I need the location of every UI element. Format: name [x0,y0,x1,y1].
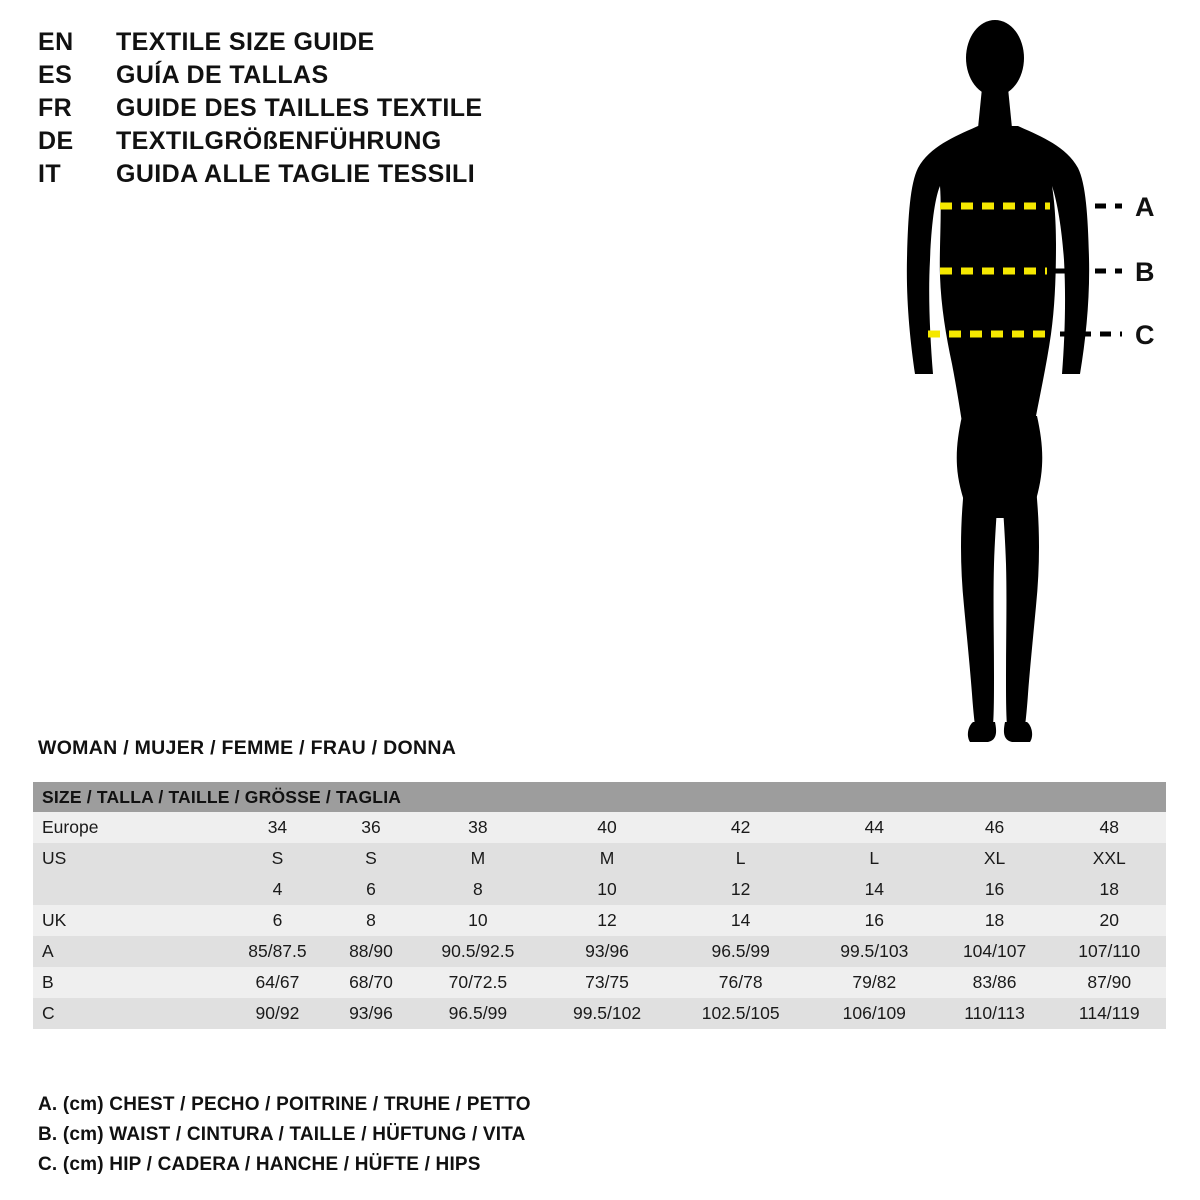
table-cell: 18 [937,905,1053,936]
table-cell: M [411,843,545,874]
table-cell: 106/109 [812,998,937,1029]
table-cell: 16 [937,874,1053,905]
table-cell: 12 [545,905,670,936]
table-cell: 79/82 [812,967,937,998]
table-cell: L [669,843,812,874]
table-cell: 96.5/99 [669,936,812,967]
female-silhouette-icon [907,20,1089,742]
marker-label-b: B [1135,257,1155,287]
table-cell: 38 [411,812,545,843]
table-cell: 73/75 [545,967,670,998]
marker-label-a: A [1135,192,1155,222]
table-cell: 46 [937,812,1053,843]
table-row [33,905,1166,936]
table-cell: 102.5/105 [669,998,812,1029]
table-cell: 90/92 [224,998,331,1029]
title-text: TEXTILGRÖßENFÜHRUNG [116,127,442,155]
section-heading: WOMAN / MUJER / FEMME / FRAU / DONNA [38,737,457,759]
table-cell: 110/113 [937,998,1053,1029]
table-header-row [33,782,1166,812]
title-text: TEXTILE SIZE GUIDE [116,28,375,56]
legend-row-c: C. (cm) HIP / CADERA / HANCHE / HÜFTE / HIPS [38,1154,481,1175]
table-cell: 44 [812,812,937,843]
table-row [33,812,1166,843]
table-cell: 90.5/92.5 [411,936,545,967]
table-cell: 10 [411,905,545,936]
table-cell: 87/90 [1052,967,1166,998]
title-language-code: DE [38,127,74,155]
table-cell: 34 [224,812,331,843]
table-cell: S [331,843,411,874]
table-cell: 107/110 [1052,936,1166,967]
row-label: US [33,843,224,874]
table-cell: 36 [331,812,411,843]
table-row [33,874,1166,905]
title-block [38,28,658,193]
row-label [33,874,224,905]
table-cell: 99.5/102 [545,998,670,1029]
title-text: GUIDA ALLE TAGLIE TESSILI [116,160,476,188]
table-cell: 68/70 [331,967,411,998]
table-cell: 114/119 [1052,998,1166,1029]
title-row [38,28,658,61]
table-cell: 6 [331,874,411,905]
table-cell: 83/86 [937,967,1053,998]
table-cell: 8 [331,905,411,936]
table-header-label: SIZE / TALLA / TAILLE / GRÖSSE / TAGLIA [33,782,1166,812]
table-cell: 85/87.5 [224,936,331,967]
row-label: UK [33,905,224,936]
table-row [33,967,1166,998]
table-cell: 14 [669,905,812,936]
table-cell: 20 [1052,905,1166,936]
legend-row-b: B. (cm) WAIST / CINTURA / TAILLE / HÜFTUNG / VITA [38,1124,526,1145]
title-language-code: EN [38,28,74,56]
table-cell: 4 [224,874,331,905]
row-label: A [33,936,224,967]
size-chart-table [33,782,1166,1029]
table-cell: 18 [1052,874,1166,905]
table-cell: 40 [545,812,670,843]
table-cell: 96.5/99 [411,998,545,1029]
table-cell: 14 [812,874,937,905]
table-cell: 99.5/103 [812,936,937,967]
title-row [38,94,658,127]
legend-row-a: A. (cm) CHEST / PECHO / POITRINE / TRUHE / PETTO [38,1094,531,1115]
marker-label-c: C [1135,320,1155,350]
table-cell: S [224,843,331,874]
table-cell: XXL [1052,843,1166,874]
row-label: B [33,967,224,998]
table-row [33,998,1166,1029]
table-cell: 104/107 [937,936,1053,967]
legend-block [38,1090,738,1180]
table-cell: 64/67 [224,967,331,998]
row-label: Europe [33,812,224,843]
table-cell: 70/72.5 [411,967,545,998]
table-cell: 16 [812,905,937,936]
title-language-code: FR [38,94,73,122]
table-cell: 12 [669,874,812,905]
table-row [33,936,1166,967]
table-row [33,843,1166,874]
title-text: GUÍA DE TALLAS [116,61,329,89]
table-cell: 10 [545,874,670,905]
table-cell: 93/96 [331,998,411,1029]
table-cell: 88/90 [331,936,411,967]
table-cell: 42 [669,812,812,843]
table-cell: 48 [1052,812,1166,843]
title-row [38,127,658,160]
table-cell: M [545,843,670,874]
title-row [38,160,658,193]
title-text: GUIDE DES TAILLES TEXTILE [116,94,483,122]
table-cell: 76/78 [669,967,812,998]
row-label: C [33,998,224,1029]
table-cell: 93/96 [545,936,670,967]
table-cell: XL [937,843,1053,874]
table-cell: L [812,843,937,874]
title-row [38,61,658,94]
title-language-code: IT [38,160,62,188]
table-cell: 6 [224,905,331,936]
table-cell: 8 [411,874,545,905]
title-language-code: ES [38,61,73,89]
body-measurement-figure [860,18,1190,758]
